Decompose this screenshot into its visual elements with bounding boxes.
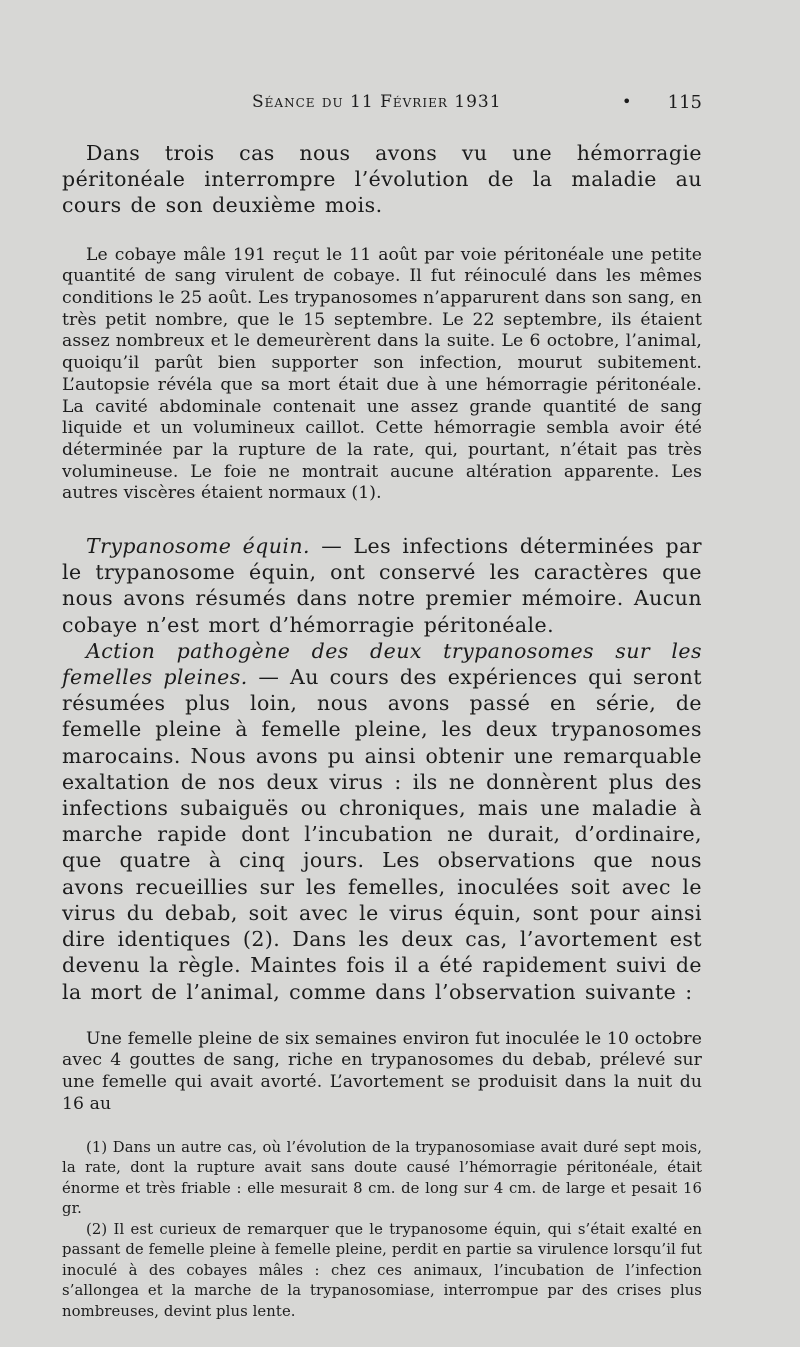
running-title: Séance du 11 Février 1931 <box>252 92 502 112</box>
section-heading-equine: Trypanosome équin. <box>86 534 311 559</box>
section-heading-pathogenic-action: Action pathogène des deux trypanosomes sur les femelles pleines. <box>62 638 702 690</box>
footnote-1: (1) Dans un autre cas, où l’évolution de la trypanosomiase avait duré sept mois, la rate, dont la rupture avait sans doute causé l’hémorragie péritonéale, était énorme et très friable : elle mesurait 8 cm. de long sur 4 cm. de large et pesait 16 gr. <box>62 1138 702 1218</box>
page-header <box>62 92 702 118</box>
page-number: 115 <box>667 92 702 113</box>
paragraph-equine-text: — Les infections déterminées par le trypanosome équin, ont conservé les caractères que nous avons résumés dans notre premier mémoire. Aucun cobaye n’est mort d’hémorragie péritonéale. <box>62 534 702 637</box>
paragraph-intro: Dans trois cas nous avons vu une hémorragie péritonéale interrompre l’évolution de la maladie au cours de son deuxième mois. <box>62 141 702 218</box>
paragraph-observation: Une femelle pleine de six semaines environ fut inoculée le 10 octobre avec 4 gouttes de sang, riche en trypanosomes du debab, prélevé sur une femelle qui avait avorté. L’avortement se produisit dans la nuit du 16 au <box>62 1028 702 1114</box>
header-dot: • <box>622 92 632 111</box>
paragraph-equine-trypanosome <box>62 533 702 638</box>
paragraph-pregnant-females <box>62 638 702 1005</box>
paragraph-pregnant-text: — Au cours des expériences qui seront résumées plus loin, nous avons passé en série, de femelle pleine à femelle pleine, les deux trypanosomes marocains. Nous avons pu ainsi obtenir une remarquable exaltation de nos deux virus : ils ne donnèrent plus des infections subaiguës ou chroniques, mais une maladie à marche rapide dont l’incubation ne durait, d’ordinaire, que quatre à cinq jours. Les observations que nous avons recueillies sur les femelles, inoculées soit avec le virus du debab, soit avec le virus équin, sont pour ainsi dire identiques (2). Dans les deux cas, l’avortement est devenu la règle. Maintes fois il a été rapidement suivi de la mort de l’animal, comme dans l’observation suivante : <box>62 665 702 1004</box>
footnote-2: (2) Il est curieux de remarquer que le trypanosome équin, qui s’était exalté en passant de femelle pleine à femelle pleine, perdit en partie sa virulence lorsqu’il fut inoculé à des cobayes mâles : chez ces animaux, l’incubation de l’infection s’allongea et la marche de la trypanosomiase, interrompue par des crises plus nombreuses, devint plus lente. <box>62 1220 702 1320</box>
page-body <box>62 140 702 1322</box>
paragraph-case-191: Le cobaye mâle 191 reçut le 11 août par voie péritonéale une petite quantité de sang virulent de cobaye. Il fut réinoculé dans les mêmes conditions le 25 août. Les trypanosomes n’apparurent dans son sang, en très petit nombre, que le 15 septembre. Le 22 septembre, ils étaient assez nombreux et le demeurèrent dans la suite. Le 6 octobre, l’animal, quoiqu’il parût bien supporter son infection, mourut subitement. L’autopsie révéla que sa mort était due à une hémorragie péritonéale. La cavité abdominale contenait une assez grande quantité de sang liquide et un volumineux caillot. Cette hémorragie sembla avoir été déterminée par la rupture de la rate, qui, pourtant, n’était pas très volumineuse. Le foie ne montrait aucune altération apparente. Les autres viscères étaient normaux (1). <box>62 244 702 504</box>
